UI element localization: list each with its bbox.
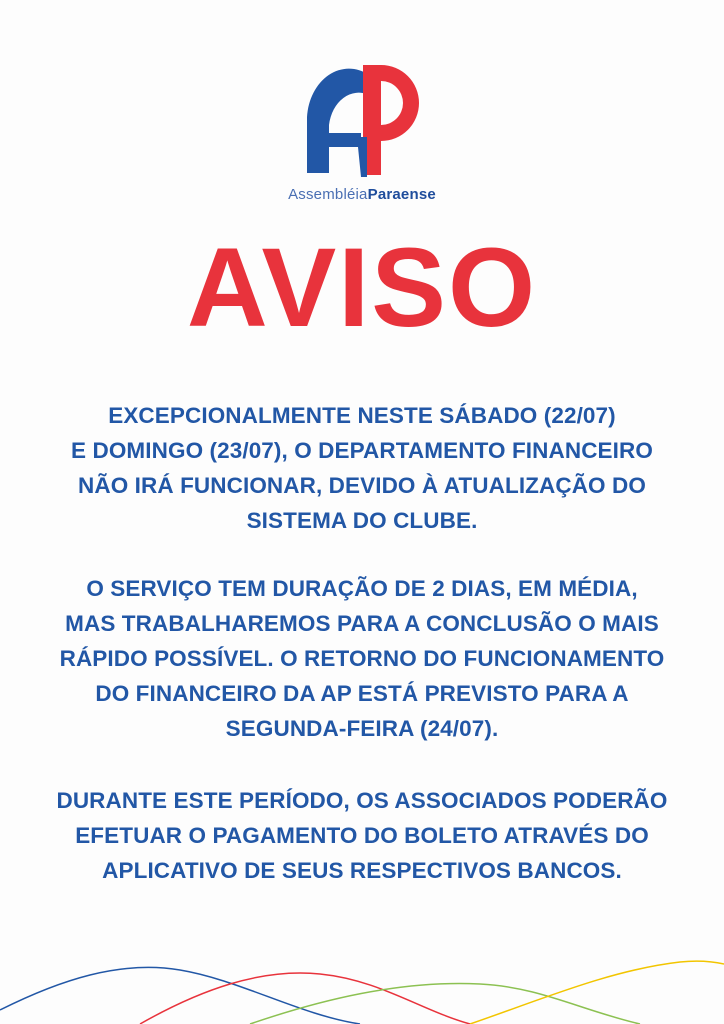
notice-line: SEGUNDA-FEIRA (24/07). — [225, 716, 499, 741]
notice-line: APLICATIVO DE SEUS RESPECTIVOS BANCOS. — [102, 858, 622, 883]
notice-line: NÃO IRÁ FUNCIONAR, DEVIDO À ATUALIZAÇÃO DO — [78, 473, 646, 498]
notice-line: E DOMINGO (23/07), O DEPARTAMENTO FINANCEIRO — [71, 438, 653, 463]
wave-green — [250, 983, 640, 1024]
notice-line: MAS TRABALHAREMOS PARA A CONCLUSÃO O MAIS — [65, 611, 659, 636]
notice-paragraph-1 — [20, 398, 704, 538]
notice-line: O SERVIÇO TEM DURAÇÃO DE 2 DIAS, EM MÉDIA, — [86, 576, 638, 601]
notice-line: DO FINANCEIRO DA AP ESTÁ PREVISTO PARA A — [95, 681, 629, 706]
notice-line: EXCEPCIONALMENTE NESTE SÁBADO (22/07) — [108, 403, 616, 428]
ap-logo-icon — [297, 55, 427, 180]
decorative-waves — [0, 940, 724, 1024]
logo-name-bold: Paraense — [367, 186, 436, 203]
notice-paragraph-2 — [20, 571, 704, 746]
wave-yellow — [470, 961, 724, 1024]
notice-line: EFETUAR O PAGAMENTO DO BOLETO ATRAVÉS DO — [75, 823, 649, 848]
notice-line: RÁPIDO POSSÍVEL. O RETORNO DO FUNCIONAMENTO — [59, 646, 665, 671]
notice-paragraph-3 — [20, 783, 704, 888]
club-logo — [0, 55, 724, 203]
logo-wordmark — [288, 186, 436, 203]
notice-line: SISTEMA DO CLUBE. — [246, 508, 478, 533]
wave-red — [140, 973, 470, 1024]
notice-title: AVISO — [186, 225, 538, 350]
wave-blue — [0, 967, 360, 1024]
logo-name-light: Assembléia — [288, 186, 368, 203]
notice-line: DURANTE ESTE PERÍODO, OS ASSOCIADOS PODERÃO — [56, 788, 668, 813]
